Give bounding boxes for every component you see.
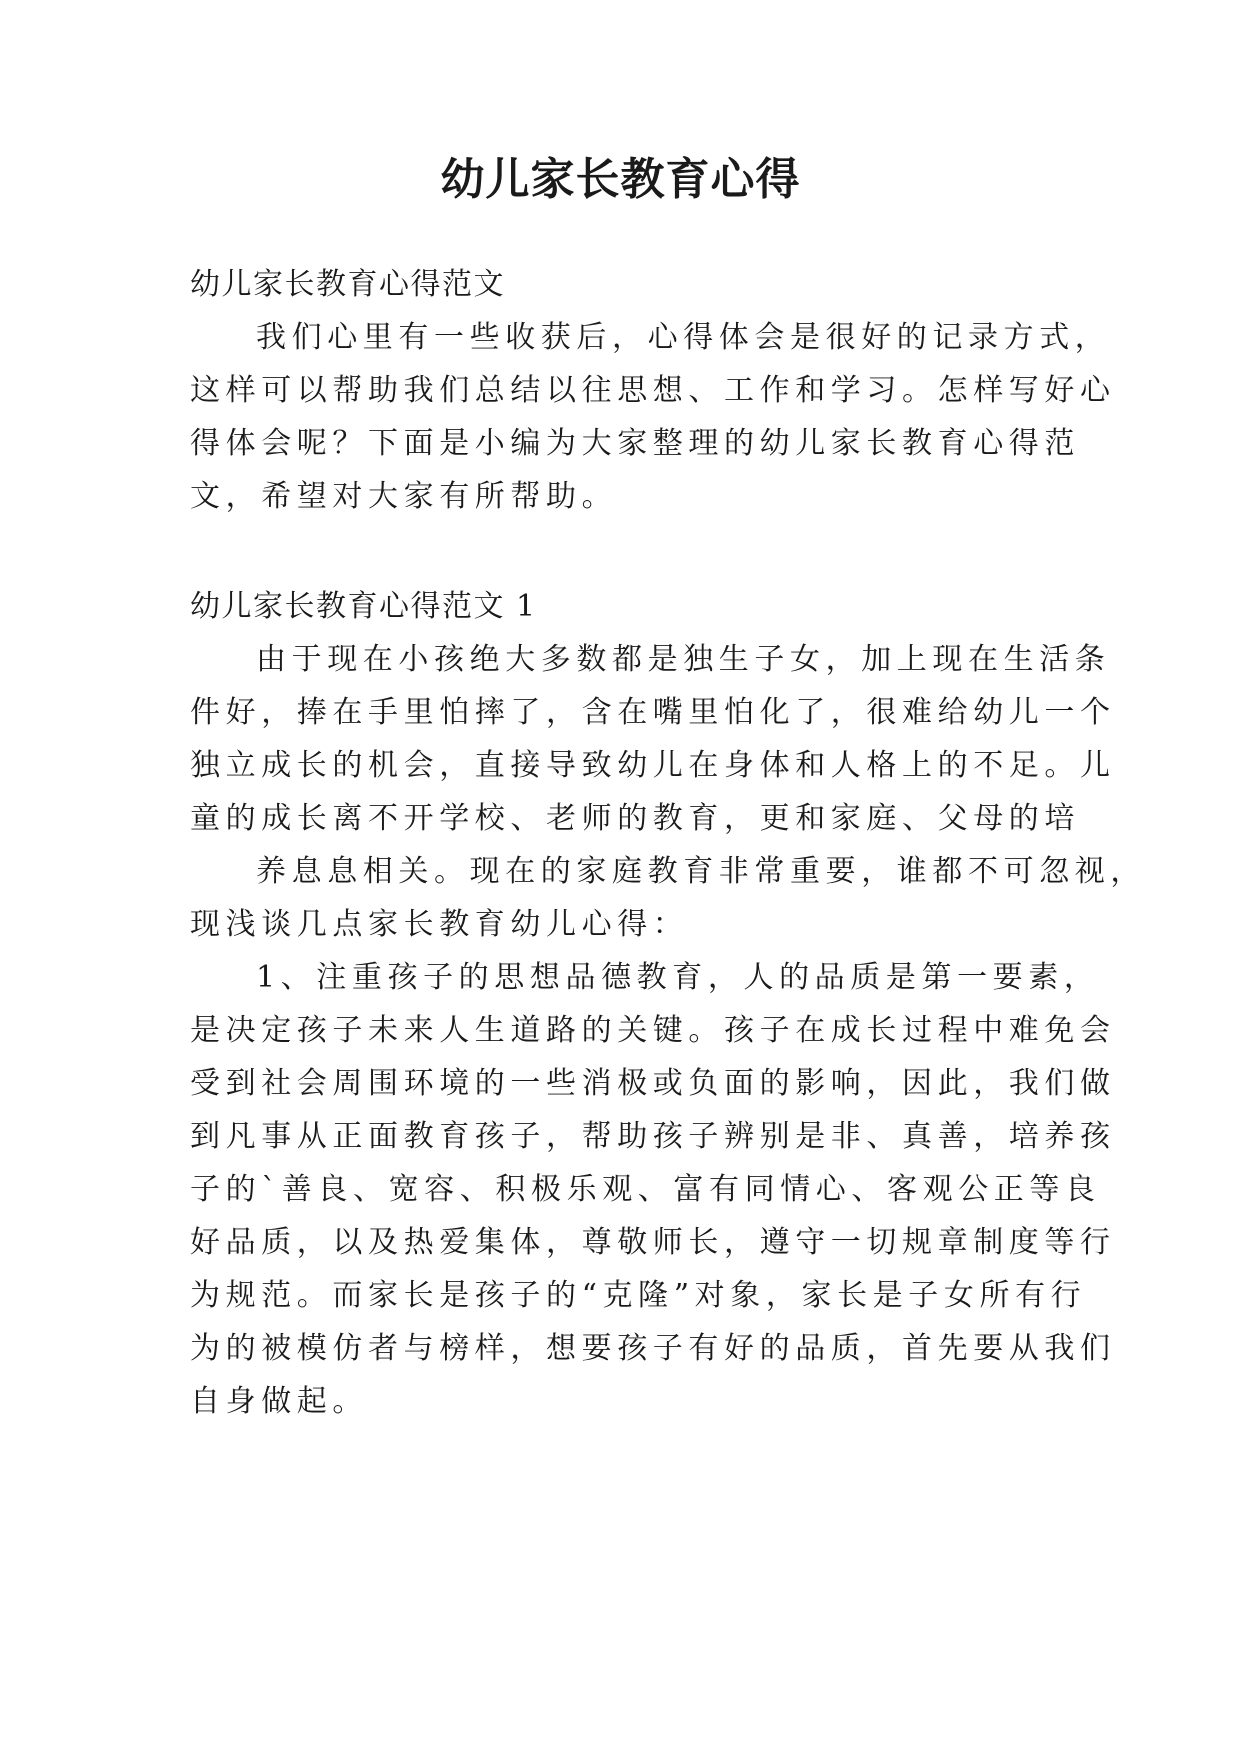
- paragraph-line: 1、注重孩子的思想品德教育，人的品质是第一要素，: [256, 960, 1100, 995]
- paragraph-line: 子的`善良、宽容、积极乐观、富有同情心、客观公正等良: [190, 1172, 1101, 1207]
- paragraph-line: 独立成长的机会，直接导致幼儿在身体和人格上的不足。儿: [190, 748, 1116, 783]
- paragraph-line: 为规范。而家长是孩子的“克隆”对象，家长是子女所有行: [190, 1278, 1087, 1313]
- paragraph-line: 现浅谈几点家长教育幼儿心得：: [190, 907, 689, 942]
- paragraph-line: 这样可以帮助我们总结以往思想、工作和学习。怎样写好心: [190, 373, 1116, 408]
- paragraph-line: 好品质，以及热爱集体，尊敬师长，遵守一切规章制度等行: [190, 1225, 1116, 1260]
- paragraph-line: 自身做起。: [190, 1384, 368, 1419]
- paragraph-line: 我们心里有一些收获后，心得体会是很好的记录方式，: [256, 320, 1111, 355]
- paragraph-line: 为的被模仿者与榜样，想要孩子有好的品质，首先要从我们: [190, 1331, 1116, 1366]
- paragraph-line: 养息息相关。现在的家庭教育非常重要，谁都不可忽视，: [256, 854, 1146, 889]
- document-title: 幼儿家长教育心得: [440, 154, 801, 205]
- paragraph-line: 件好，捧在手里怕摔了，含在嘴里怕化了，很难给幼儿一个: [190, 695, 1116, 730]
- paragraph-line: 由于现在小孩绝大多数都是独生子女，加上现在生活条: [256, 642, 1111, 677]
- section-heading-1: 幼儿家长教育心得范文 1: [190, 589, 537, 624]
- paragraph-line: 到凡事从正面教育孩子，帮助孩子辨别是非、真善，培养孩: [190, 1119, 1116, 1154]
- paragraph-line: 童的成长离不开学校、老师的教育，更和家庭、父母的培: [190, 801, 1080, 836]
- paragraph-line: 是决定孩子未来人生道路的关键。孩子在成长过程中难免会: [190, 1013, 1116, 1048]
- paragraph-line: 得体会呢？下面是小编为大家整理的幼儿家长教育心得范: [190, 426, 1080, 461]
- paragraph-line: 受到社会周围环境的一些消极或负面的影响，因此，我们做: [190, 1066, 1116, 1101]
- paragraph-line: 文，希望对大家有所帮助。: [190, 479, 618, 514]
- section-heading-intro: 幼儿家长教育心得范文: [190, 267, 505, 302]
